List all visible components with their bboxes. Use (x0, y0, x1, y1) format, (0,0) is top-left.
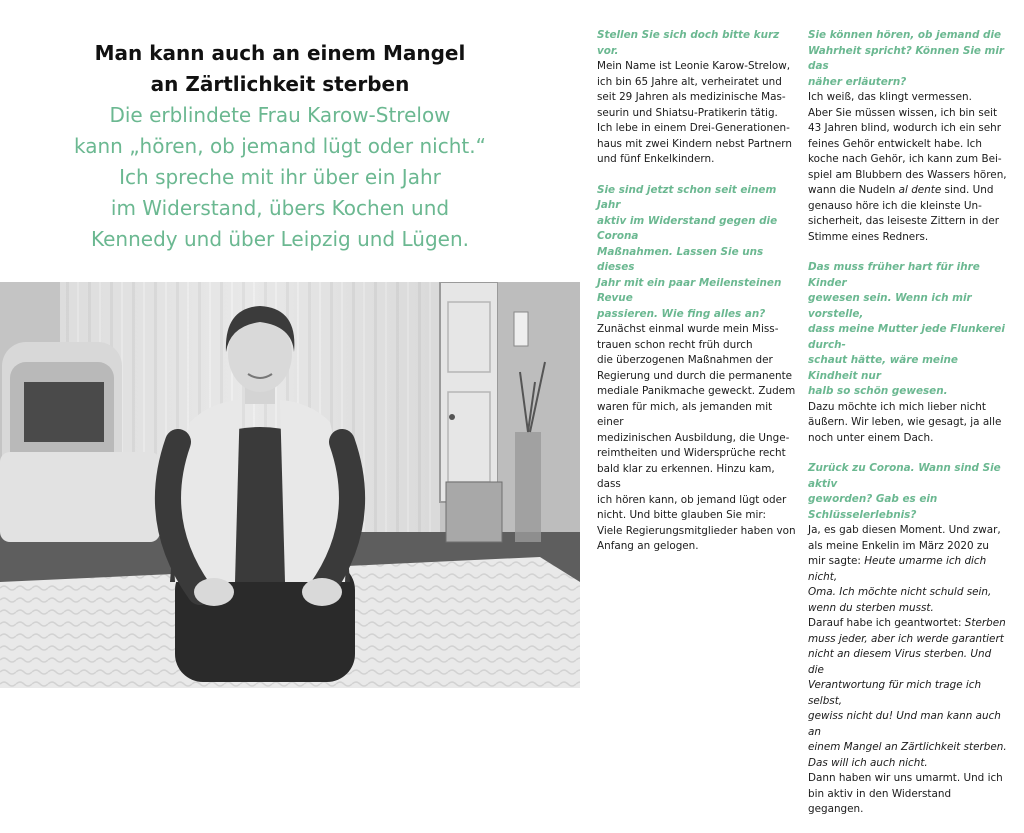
interview-answer: koche nach Gehör, ich kann zum Bei- (808, 153, 1002, 165)
answer-text: Darauf habe ich geantwortet: (808, 617, 965, 629)
headline-subtitle-line: Kennedy und über Leipzig und Lügen. (91, 227, 469, 251)
interview-column-2 (808, 28, 1008, 833)
headline-subtitle-line: im Widerstand, übers Kochen und (110, 196, 450, 220)
interview-answer: Dann haben wir uns umarmt. Und ich (808, 772, 1003, 784)
interview-answer: äußern. Wir leben, wie gesagt, ja alle (808, 416, 1002, 428)
interview-answer: seit 29 Jahren als medizinische Mas- (597, 91, 786, 103)
answer-text: mir sagte: (808, 555, 865, 567)
interview-question: halb so schön gewesen. (808, 385, 948, 397)
interview-answer: trauen schon recht früh durch (597, 338, 753, 351)
interview-answer (808, 585, 1008, 601)
interview-answer (808, 647, 1008, 678)
interview-answer: spiel am Blubbern des Wassers hören, (808, 168, 1007, 181)
photo-illustration (0, 282, 580, 688)
interview-answer: bin aktiv in den Widerstand gegangen. (808, 787, 952, 815)
interview-question: Sie sind jetzt schon seit einem Jahr (597, 183, 777, 211)
headline-subtitle-line: Die erblindete Frau Karow-Strelow (109, 103, 451, 127)
interview-question: aktiv im Widerstand gegen die Corona (597, 214, 778, 242)
interview-answer (808, 709, 1008, 740)
interview-question: näher erläutern? (808, 75, 907, 88)
headline-subtitle-line: Ich spreche mit ihr über ein Jahr (119, 165, 441, 189)
interview-answer: haus mit zwei Kindern nebst Partnern (597, 137, 792, 150)
interview-answer: Viele Regierungsmitglieder haben von (597, 524, 796, 537)
interview-question: Maßnahmen. Lassen Sie uns dieses (597, 245, 764, 273)
interview-answer: seurin und Shiatsu-Pratikerin tätig. (597, 106, 778, 119)
answer-text: wann die Nudeln (808, 184, 899, 196)
interview-question: Das muss früher hart für ihre Kinder (808, 261, 980, 289)
interview-answer: nicht. Und bitte glauben Sie mir: (597, 509, 766, 521)
interview-answer: waren für mich, als jemanden mit einer (597, 400, 773, 428)
interview-answer: und fünf Enkelkindern. (597, 153, 715, 165)
interview-question: Stellen Sie sich doch bitte kurz vor. (597, 29, 780, 57)
interview-answer: Mein Name ist Leonie Karow-Strelow, (597, 60, 791, 72)
answer-italic: Das will ich auch nicht. (808, 756, 928, 769)
interview-answer: als meine Enkelin im März 2020 zu (808, 539, 989, 552)
interview-answer: bald klar zu erkennen. Hinzu kam, dass (597, 462, 775, 490)
interview-answer: medizinischen Ausbildung, die Unge- (597, 431, 790, 444)
interview-answer: feines Gehör entwickelt habe. Ich (808, 137, 982, 150)
interview-answer: Zunächst einmal wurde mein Miss- (597, 323, 779, 335)
interview-answer: reimtheiten und Widersprüche recht (597, 447, 786, 459)
headline-subtitle-line: kann „hören, ob jemand lügt oder nicht.“ (74, 134, 486, 158)
answer-italic: Sterben (964, 617, 1006, 629)
interview-answer: 43 Jahren blind, wodurch ich ein sehr (808, 122, 1002, 134)
interview-answer: Dazu möchte ich mich lieber nicht (808, 400, 986, 413)
interview-answer (808, 616, 1008, 632)
interview-column-1 (597, 28, 797, 570)
interview-answer: ich bin 65 Jahre alt, verheiratet und (597, 75, 782, 88)
answer-italic: muss jeder, aber ich werde garantiert (808, 632, 1004, 645)
interview-answer: Anfang an gelogen. (597, 540, 699, 552)
interview-answer (808, 554, 1008, 585)
interview-answer (808, 632, 1008, 648)
headline (30, 38, 530, 255)
interview-question: passieren. Wie fing alles an? (597, 307, 766, 320)
answer-italic: al dente (898, 184, 942, 196)
interview-answer: Regierung und durch die permanente (597, 369, 793, 382)
interview-answer: sicherheit, das leiseste Zittern in der (808, 215, 1000, 227)
interview-answer (808, 678, 1008, 709)
interview-answer (808, 756, 1008, 772)
interview-answer: die überzogenen Maßnahmen der (597, 354, 773, 366)
interview-block (808, 461, 1008, 818)
answer-italic: Oma. Ich möchte nicht schuld sein, (808, 586, 992, 598)
interview-answer: Aber Sie müssen wissen, ich bin seit (808, 106, 998, 119)
answer-italic: gewiss nicht du! Und man kann auch an (808, 710, 1001, 738)
interview-answer: Ja, es gab diesen Moment. Und zwar, (808, 524, 1001, 536)
interview-question: Sie können hören, ob jemand die (808, 29, 1002, 41)
interview-block (808, 28, 1008, 245)
interview-question: schaut hätte, wäre meine Kindheit nur (808, 354, 958, 382)
interview-question: gewesen sein. Wenn ich mir vorstelle, (808, 292, 972, 320)
interview-answer (808, 740, 1008, 756)
interview-block (808, 260, 1008, 446)
interview-question: dass meine Mutter jede Flunkerei durch- (808, 323, 1005, 351)
answer-italic: nicht an diesem Virus sterben. Und die (808, 648, 992, 676)
headline-title-line: Man kann auch an einem Mangel (94, 41, 466, 65)
interview-answer (808, 601, 1008, 617)
interview-answer: noch unter einem Dach. (808, 431, 934, 444)
interview-answer (808, 183, 1008, 199)
answer-italic: wenn du sterben musst. (808, 601, 934, 614)
headline-title-line: an Zärtlichkeit sterben (150, 72, 410, 96)
interview-answer: Ich lebe in einem Drei-Generationen- (597, 122, 790, 134)
interview-question: geworden? Gab es ein Schlüsselerlebnis? (808, 493, 938, 521)
interview-question: Wahrheit spricht? Können Sie mir das (808, 44, 1005, 72)
interview-answer: Ich weiß, das klingt vermessen. (808, 91, 972, 103)
interview-question: Jahr mit ein paar Meilensteinen Revue (597, 276, 782, 304)
portrait-photo (0, 282, 580, 688)
answer-text: sind. Und (941, 184, 994, 196)
interview-question: Zurück zu Corona. Wann sind Sie aktiv (808, 462, 1001, 490)
interview-answer: genauso höre ich die kleinste Un- (808, 199, 982, 212)
interview-block (597, 28, 797, 168)
interview-answer: Stimme eines Redners. (808, 230, 929, 243)
answer-italic: einem Mangel an Zärtlichkeit sterben. (808, 741, 1007, 753)
interview-answer: mediale Panikmache geweckt. Zudem (597, 385, 796, 397)
answer-italic: Verantwortung für mich trage ich selbst, (808, 679, 982, 707)
interview-answer: ich hören kann, ob jemand lügt oder (597, 493, 787, 506)
answer-italic: Heute umarme ich dich nicht, (808, 555, 987, 583)
interview-block (597, 183, 797, 555)
